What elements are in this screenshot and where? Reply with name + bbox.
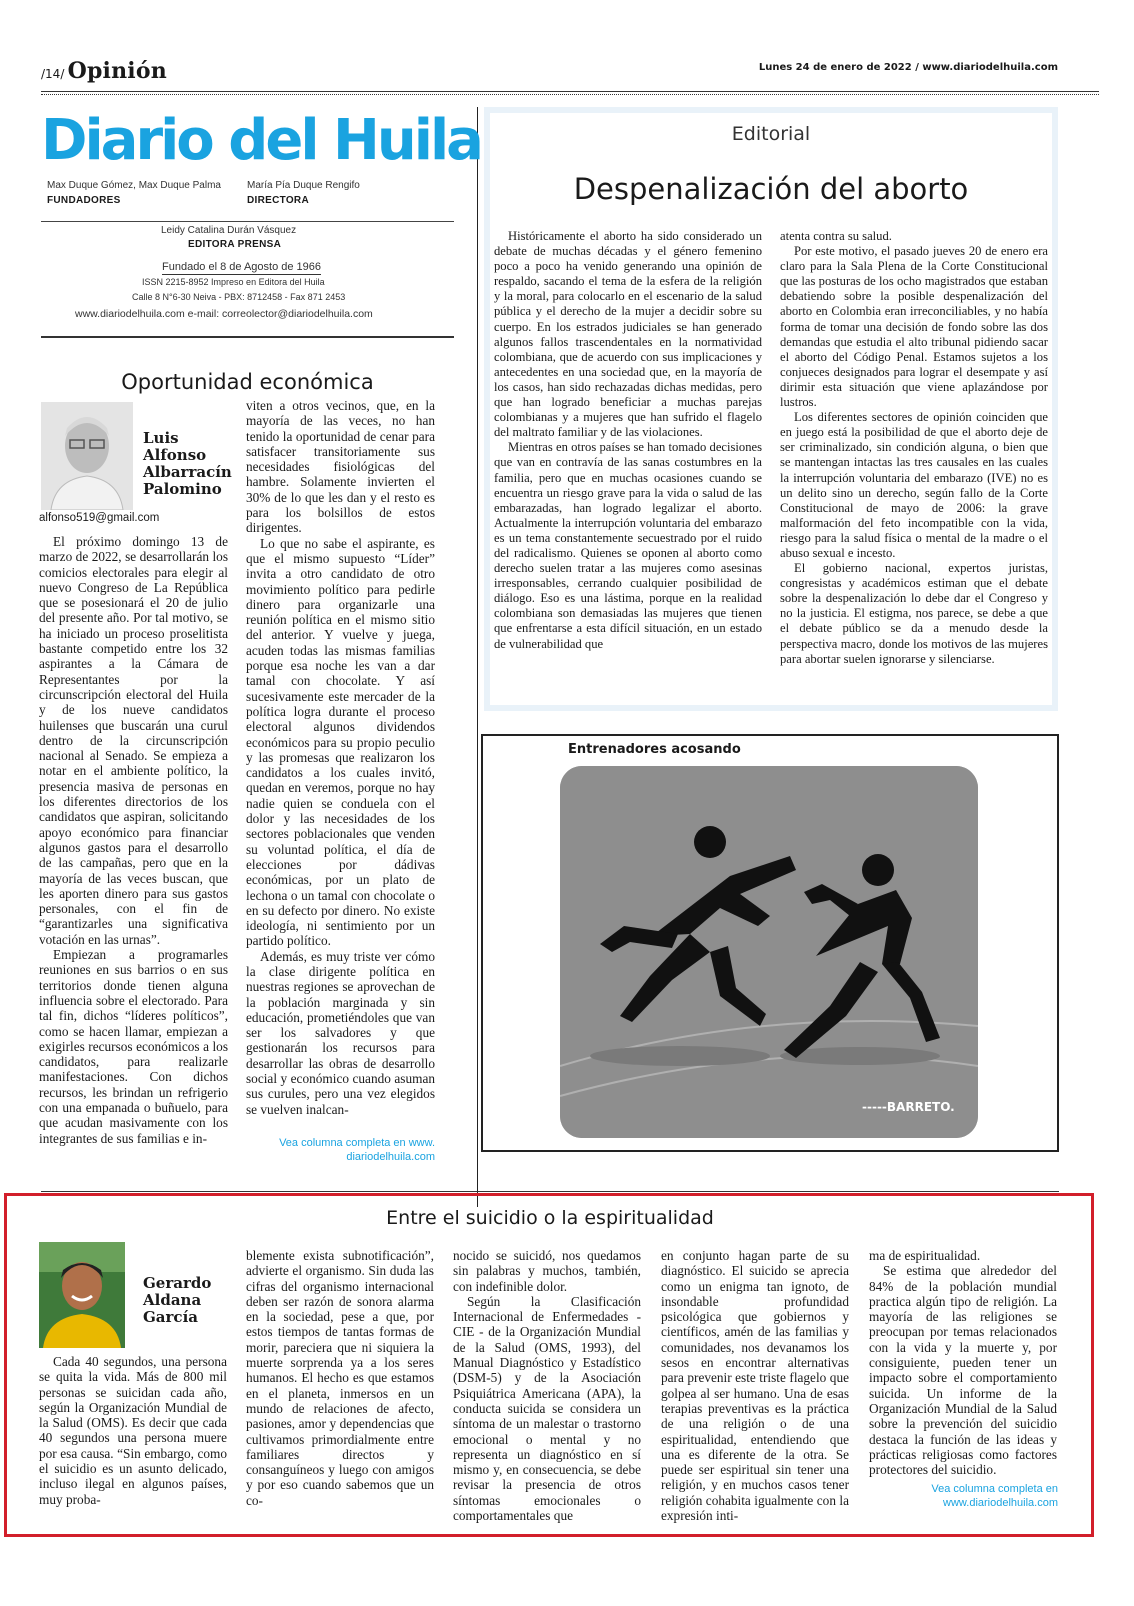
paragraph: Los diferentes sectores de opinión coinciden que en juego está la posibilidad de que el aborto deje de ser criminalizado, sin condición alguna, o bien que se mantengan intactas las tres causales en las cuales la interrupción voluntaria del embarazo (IVE) no es un delito sino un derecho, según fallo de la Corte Constitucional de mayo de 2006: la grave malformación del feto incompatible con la vida, riesgo para la salud física o mental de la madre o el abuso sexual e incesto. [780, 410, 1048, 560]
director-role: DIRECTORA [247, 195, 309, 206]
read-more-link[interactable]: Vea columna completa en www. diariodelhuila.com [279, 1137, 435, 1163]
page-header-left [41, 58, 167, 84]
masthead-logo: Diario del Huila [41, 108, 481, 173]
paragraph: Por este motivo, el pasado jueves 20 de enero era claro para la Sala Plena de la Corte Constitucional que las posturas de los ocho magistrados que estaban debatiendo sobre la posible despenalización del aborto en Colombia eran irreconciliables, y no había forma de tomar una decisión de fondo sobre las dos demandas que estudia el alto tribunal pidiendo sacar el aborto del Código Penal. Estamos sujetos a los conjueces designados para lograr el desempate y así dirimir esta situación que viene aplazándose por lustros. [780, 244, 1048, 410]
author-email[interactable]: alfonso519@gmail.com [39, 512, 160, 524]
editorial-title: Despenalización del aborto [573, 172, 969, 206]
editor-role: EDITORA PRENSA [188, 239, 282, 250]
author-photo [39, 1242, 125, 1348]
masthead-rule [41, 221, 454, 222]
page-header-date: Lunes 24 de enero de 2022 / www.diariodelhuila.com [758, 62, 1058, 73]
cartoon-signature: -----BARRETO. [862, 1100, 955, 1114]
section-name: Opinión [67, 58, 167, 84]
author-name: Luis Alfonso Albarracín Palomino [143, 429, 232, 498]
column2-text-3 [453, 1248, 641, 1523]
paragraph: viten a otros vecinos, que, en la mayoría de las veces, no han tenido la oportunidad de cenar para satisfacer transitoriamente sus necesidades fisiológicas del hambre. Solamente invierten el 30% de lo que les dan y el resto es para los bolsillos de estos dirigentes. [246, 398, 435, 536]
header-rule-dotted [41, 94, 1099, 95]
editorial-text-left [494, 229, 762, 652]
column-separator [477, 107, 478, 1207]
issn-line: ISSN 2215-8952 Impreso en Editora del Huila [142, 277, 325, 287]
section-rule [41, 1191, 1059, 1192]
paragraph: en conjunto hagan parte de su diagnóstico. El suicido se aprecia como un enigma tan ignoto, de insondable profundidad psicológica que gobiernos y científicos, amén de las familias y comunidades, nos devanamos los sesos en encontrar alternativas para prevenir este triste flagelo que golpea al ser humano. Una de esas terapias preventivas es la práctica de una religión o de una espiritualidad, entendiendo que una es diferente de la otra. Se puede ser espiritual sin tener una religión, y en muchos casos tener religión cohabita igualmente con la expresión inti- [661, 1248, 849, 1524]
paragraph: Empiezan a programarles reuniones en sus barrios o en sus territorios donde tienen alguna influencia sobre el electorado. Para tal fin, dichos “líderes políticos”, como se hacen llamar, empiezan a exigirles recursos económicos a los candidatos, para realizarle manifestaciones. Con dichos recursos, les brindan un refrigerio con una empanada o buñuelo, para que acudan masivamente con los integrantes de sus familias e in- [39, 947, 228, 1146]
editorial-text-right [780, 229, 1048, 667]
paragraph: Además, es muy triste ver cómo la clase dirigente política en nuestras regiones se aprovechan de la población marginada y sin educación, prometiéndoles que van ser los salvadores y que gestionarán los recursos para desarrollar las obras de desarrollo social y económico cuando asuman sus curules, pero una vez elegidos se vuelven inalcan- [246, 948, 435, 1117]
column1-text-left [39, 534, 228, 1146]
column1-text-right [246, 398, 435, 1117]
column-title: Oportunidad económica [121, 370, 374, 394]
paragraph: ma de espiritualidad. [869, 1248, 981, 1263]
column2-text-2 [246, 1248, 434, 1508]
paragraph: Históricamente el aborto ha sido considerado un debate de muchas décadas y el género femenino poco a poco ha venido generando una opinión de respaldo, sacando el tema de la esfera de la religión y la moral, para colocarlo en el escenario de la salud pública y el derecho de la mujer a decidir sobre su cuerpo. En los estrados judiciales se han generado algunos fallos trascendentales en la normatividad colombiana, que de acuerdo con sus implicaciones y antecedentes en una sociedad que, en la mayoría de los casos, han sido rechazadas dichas medidas, pero que han logrado beneficiar a muchas parejas colombianas y a mujeres que han sufrido el flagelo del maltrato familiar y de las violaciones. [494, 229, 762, 440]
column-title: Entre el suicidio o la espiritualidad [386, 1207, 714, 1229]
paragraph: Según la Clasificación Internacional de Enfermedades - CIE - de la Organización Mundial de la Salud (OMS, 1993), del Manual Diagnóstico y Estadístico (DSM-5) y de la Asociación Psiquiátrica Americana (APA), la conducta suicida se considera un síntoma de un malestar o trastorno emocional o mental y no representa un diagnóstico en sí mismo y, en consecuencia, se debe revisar la presencia de otros síntomas emocionales o comportamentales que [453, 1293, 641, 1524]
read-more-link[interactable]: Vea columna completa en www.diariodelhuila.com [931, 1483, 1058, 1509]
masthead-bottom-rule [41, 336, 454, 338]
paragraph: blemente exista subnotificación”, advierte el organismo. Sin duda las cifras del organismo internacional deben ser razón de sonora alarma en la sociedad, pese a que, por estos tiempos de tantas formas de morir, pareciera que ni siquiera la muerte sorprenda ya a los seres humanos. El hecho es que estamos en el planeta, inmersos en un mundo de relaciones de afecto, pasiones, amor y dependencias que cultivamos primordialmente entre familiares directos y consanguíneos y luego con amigos y por eso cuando sabemos que un co- [246, 1248, 434, 1508]
paragraph: Lo que no sabe el aspirante, es que el mismo supuesto “Líder” invita a otro candidato de otro movimiento político para pedirle dinero para organizarle una reunión política en el mismo sitio del anterior. Y vuelve y juega, acuden todas las mismas familias porque esa noche les van a dar tamal con chocolate. Y así sucesivamente este mercader de la política logra durante el proceso electoral algunos dividendos económicos para su propio peculio y las promesas que realizaron los candidatos a los cuales invitó, quedan en veremos, porque no hay nadie quien se conduela con el dolor y las necesidades de los sectores poblacionales que venden su voluntad política, el día de elecciones por dádivas económicas, por un plato de lechona o un tamal con chocolate o en su defecto por dinero. No existe ideología, ni sentimiento por un partido político. [246, 535, 435, 949]
paragraph: Cada 40 segundos, una persona se quita la vida. Más de 800 mil personas se suicidan cada año, según la Organización Mundial de la Salud (OMS). Es decir que cada 40 segundos una persona muere por esa causa. “Sin embargo, como el suicidio es un asunto delicado, incluso ilegal en algunos países, muy proba- [39, 1354, 227, 1507]
contact-line[interactable]: www.diariodelhuila.com e-mail: correolector@diariodelhuila.com [75, 308, 373, 320]
founded-date: Fundado el 8 de Agosto de 1966 [162, 261, 322, 273]
paragraph: El gobierno nacional, expertos juristas, congresistas y académicos estiman que el debate sobre la despenalización lo debe dar el Congreso y no la justicia. El estigma, nos parece, se debe a que el debate público se da a menudo desde la perspectiva macro, donde los motivos de las mujeres para abortar suelen ignorarse y silenciarse. [780, 561, 1048, 666]
editorial-label: Editorial [731, 123, 811, 145]
page-number: /14/ [41, 67, 65, 81]
founders-names: Max Duque Gómez, Max Duque Palma [47, 180, 221, 191]
paragraph: nocido se suicidó, nos quedamos sin palabras y muchos, también, con indefinible dolor. [453, 1248, 641, 1294]
paragraph: El próximo domingo 13 de marzo de 2022, se desarrollarán los comicios electorales para elegir al nuevo Congreso de La República que se posesionará el 20 de julio del presente año. Por tal motivo, se ha iniciado un proceso proselitista bastante competido entre los 32 aspirantes a la Cámara de Representantes por la circunscripción electoral del Huila y de los nueve candidatos huilenses que buscarán una curul dentro de la circunscripción nacional al Senado. Se empieza a notar en el ambiente político, la presencia masiva de personas en los diferentes directorios de los candidatos que aspiran, solicitando apoyo económico para financiar algunos gastos para el desarrollo de las campañas, pero que en la mayoría de las veces buscan, que les aporten dinero para sus gastos personales, con el fin de “garantizarles una significativa votación en las urnas”. [39, 534, 228, 947]
address-line: Calle 8 N°6-30 Neiva - PBX: 8712458 - Fax 871 2453 [132, 292, 346, 302]
author-name: Gerardo Aldana García [143, 1274, 212, 1326]
column2-text-1 [39, 1354, 227, 1507]
founders-role: FUNDADORES [47, 195, 121, 206]
cartoon-image [560, 766, 978, 1138]
paragraph: Se estima que alrededor del 84% de la población mundial practica algún tipo de religión. La mayoría de las religiones se preocupan por temas relacionados con la vida y la muerte y, por consiguiente, pueden tener un impacto sobre el comportamiento suicida. Un informe de la Organización Mundial de la Salud sobre la prevención del suicidio destaca la función de las ideas y prácticas religiosas como factores protectores del suicidio. [869, 1263, 1057, 1478]
paragraph: atenta contra su salud. [780, 229, 892, 243]
editor-name: Leidy Catalina Durán Vásquez [161, 225, 297, 236]
column2-text-4 [661, 1248, 849, 1523]
cartoon-caption: Entrenadores acosando [568, 742, 741, 757]
author-photo [41, 402, 133, 510]
header-rule [41, 91, 1099, 92]
director-name: María Pía Duque Rengifo [247, 180, 360, 191]
paragraph: Mientras en otros países se han tomado decisiones que van en contravía de las sanas costumbres en la familia, pero que en muchas ocasiones cuando se encuentra un riesgo grave para la vida o salud de las embarazadas, han logrado legalizar el aborto. Actualmente la interrupción voluntaria del embarazo es un tema constantemente secuestrado por el ruido del radicalismo. Quienes se oponen al aborto como derecho suelen tratar a las mujeres como asesinas irresponsables, cerrando cualquier posibilidad de diálogo. Eso es una lástima, porque en la realidad colombiana son demasiadas las mujeres que tienen que enfrentarse a esta difícil situación, en un estado de vulnerabilidad que [494, 440, 762, 651]
column2-text-5 [869, 1248, 1057, 1477]
